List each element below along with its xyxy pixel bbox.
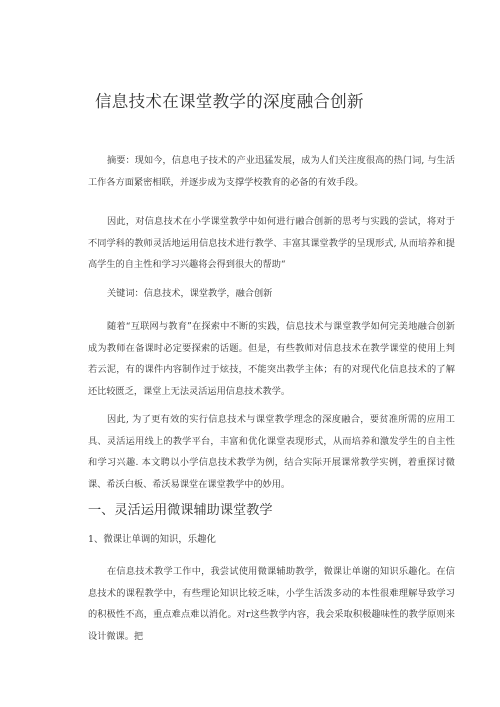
keywords-paragraph: 关键词：信息技术，课堂教学，融合创新: [107, 288, 273, 299]
subsection-heading: 1、微课让单调的知识，乐趣化: [88, 534, 216, 545]
intro-paragraph: 因此，对信息技术在小学课堂教学中如何进行融合创新的思考与实践的尝试，将对于不同学科的教师灵活地运用信息技术进行教学、丰富其课堂教学的呈现形式, 从而培养和提高学生的自主性和学习兴趣将会得到很大的帮助“: [88, 216, 455, 270]
document-title: 信息技术在课堂教学的深度融合创新: [95, 92, 364, 111]
body-paragraph: 在信息技术教学工作中，我尝试使用微课辅助教学，微课让单谢的知识乐趣化。在信息技术的课程教学中，有些理论知识比较乏味，小学生活泼多动的本性很难理解导致学习的积极性不高，重点难点难以消化。对r这些教学内容，我会采取积极趣味性的教学原则来设计微课。把: [88, 566, 455, 642]
section-heading: 一、灵活运用微课辅助课堂教学: [88, 503, 273, 518]
background-paragraph: 随着“互联网与教育”在探索中不断的实践，信息技术与课堂教学如何完美地融合创新成为教师在备课时必定要探索的话题。但是，有些教师对信息技术在教学课堂的使用上判若云泥，有的课件内容制作过于炫技，不能突出教学主体；有的对现代化信息技术的了解还比较匮乏，课堂上无法灵活运用信息技术教学。: [88, 321, 455, 397]
abstract-paragraph: 摘要：现如今，信息电子技术的产业迅猛发展，成为人们关注度很高的热门词, 与生活工作各方面紧密相联，并逐步成为支撑学校教育的必备的有效手段。: [88, 155, 455, 188]
purpose-paragraph: 因此, 为了更有效的实行信息技术与课堂教学理念的深度融合，要贫准所需的应用工具、灵活运用线上的教学平台，丰富和优化课堂表现形式，从而培养和激发学生的自主性和学习兴趣. 本文聘以小学信息技术教学为例，结合实际开展课常教学实例，着重探讨微课、希沃白板、希沃易课堂在课堂教学中的妙用。: [88, 414, 455, 490]
